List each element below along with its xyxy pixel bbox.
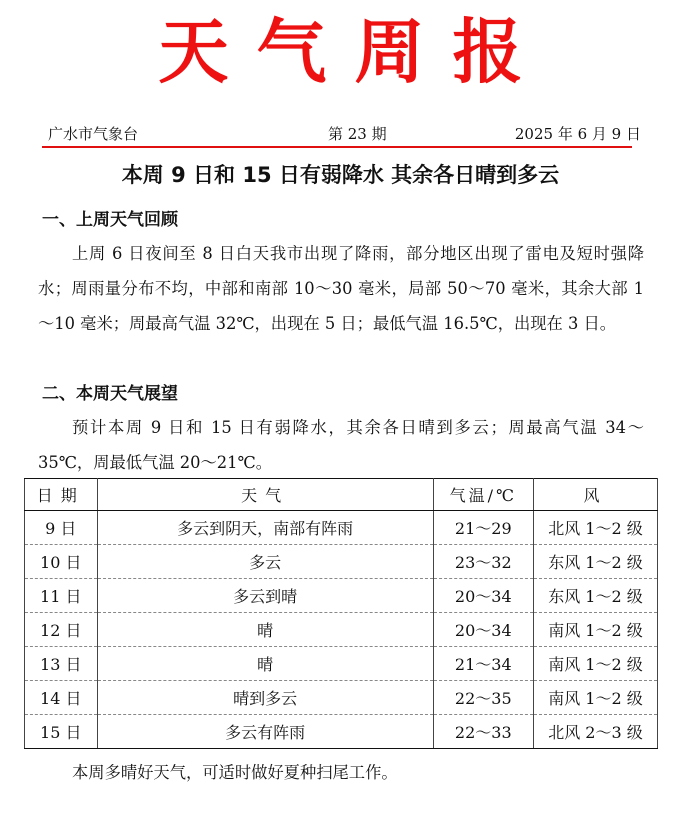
cell-temp: 20～34 <box>433 579 533 613</box>
cell-weather: 晴 <box>97 613 433 647</box>
closing-note: 本周多晴好天气，可适时做好夏种扫尾工作。 <box>72 763 398 782</box>
cell-wind: 北风 1～2 级 <box>533 511 657 545</box>
cell-weather: 晴 <box>97 647 433 681</box>
cell-day: 11 日 <box>25 579 98 613</box>
cell-wind: 南风 1～2 级 <box>533 613 657 647</box>
review-paragraph: 上周 6 日夜间至 8 日白天我市出现了降雨，部分地区出现了雷电及短时强降水；周雨量分布不均，中部和南部 10～30 毫米，局部 50～70 毫米，其余大部 1～10 毫米；周最高气温 32℃，出现在 5 日；最低气温 16.5℃，出现在 3 日。 <box>38 244 644 333</box>
table-row <box>25 613 658 647</box>
cell-temp: 21～34 <box>433 647 533 681</box>
masthead-title: 天气周报 <box>158 11 551 93</box>
header-divider <box>42 146 632 148</box>
cell-weather: 多云有阵雨 <box>97 715 433 749</box>
cell-day: 13 日 <box>25 647 98 681</box>
table-row <box>25 715 658 749</box>
cell-day: 9 日 <box>25 511 98 545</box>
table-row <box>25 511 658 545</box>
cell-temp: 23～32 <box>433 545 533 579</box>
cell-weather: 多云到阴天，南部有阵雨 <box>97 511 433 545</box>
cell-temp: 22～33 <box>433 715 533 749</box>
cell-weather: 多云到晴 <box>97 579 433 613</box>
header-temp: 气温/℃ <box>433 479 533 511</box>
cell-temp: 20～34 <box>433 613 533 647</box>
header-weather: 天气 <box>97 479 433 511</box>
issue-number: 第 23 期 <box>328 125 387 143</box>
cell-wind: 北风 2～3 级 <box>533 715 657 749</box>
table-row <box>25 681 658 715</box>
headline: 本周 9 日和 15 日有弱降水 其余各日晴到多云 <box>121 163 560 187</box>
outlook-paragraph: 预计本周 9 日和 15 日有弱降水，其余各日晴到多云；周最高气温 34～35℃，周最低气温 20～21℃。 <box>38 418 644 472</box>
table-row <box>25 647 658 681</box>
cell-wind: 南风 1～2 级 <box>533 681 657 715</box>
outlook-section-title: 二、本周天气展望 <box>42 384 178 404</box>
cell-weather: 晴到多云 <box>97 681 433 715</box>
issuing-organization: 广水市气象台 <box>48 125 139 143</box>
cell-wind: 东风 1～2 级 <box>533 579 657 613</box>
cell-temp: 21～29 <box>433 511 533 545</box>
table-row <box>25 579 658 613</box>
cell-wind: 南风 1～2 级 <box>533 647 657 681</box>
cell-wind: 东风 1～2 级 <box>533 545 657 579</box>
review-section-title: 一、上周天气回顾 <box>42 210 178 230</box>
cell-day: 12 日 <box>25 613 98 647</box>
forecast-table <box>24 478 658 749</box>
cell-temp: 22～35 <box>433 681 533 715</box>
cell-day: 14 日 <box>25 681 98 715</box>
cell-day: 10 日 <box>25 545 98 579</box>
header-wind: 风 <box>533 479 657 511</box>
table-header-row <box>25 479 658 511</box>
header-day: 日期 <box>25 479 98 511</box>
cell-weather: 多云 <box>97 545 433 579</box>
issue-date: 2025 年 6 月 9 日 <box>514 125 641 143</box>
cell-day: 15 日 <box>25 715 98 749</box>
table-row <box>25 545 658 579</box>
